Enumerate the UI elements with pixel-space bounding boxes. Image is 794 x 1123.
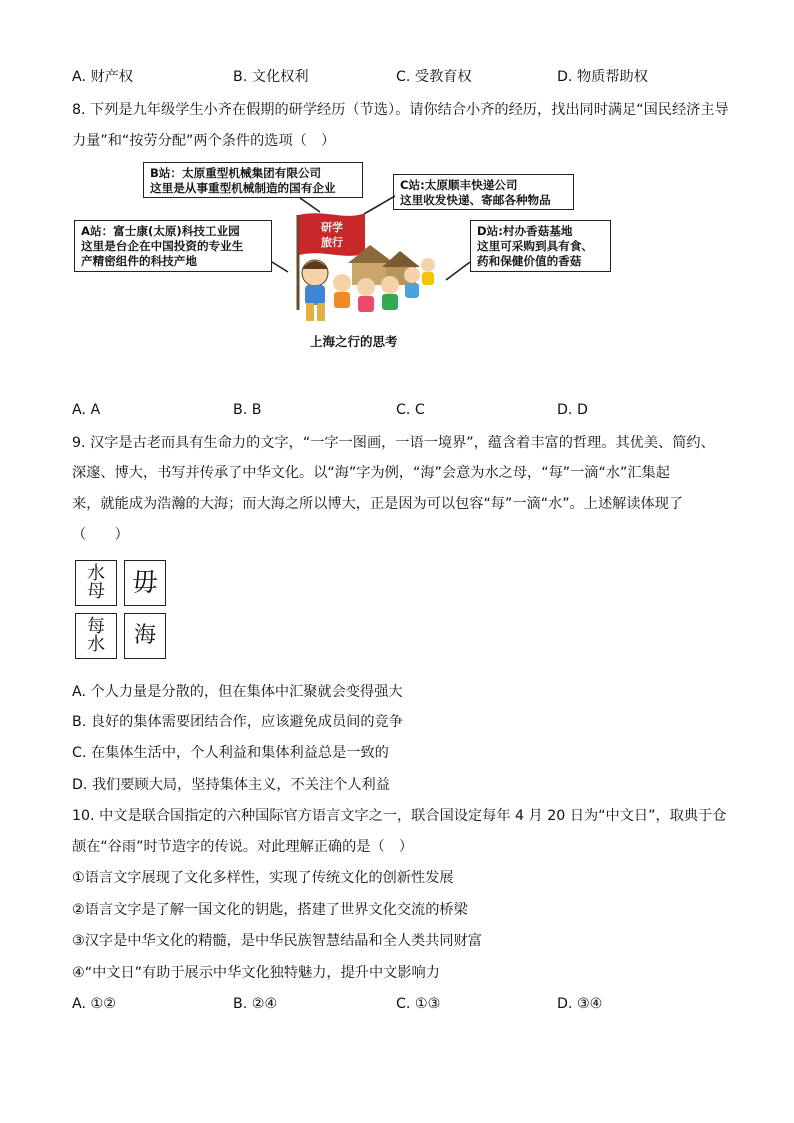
tile-char-mu: 母 [87, 581, 105, 602]
station-d-desc-2: 药和保健价值的香菇 [477, 254, 582, 268]
q9-stem-line-1: 9. 汉字是古老而具有生命力的文字，“一字一图画，一语一境界”，蕴含着丰富的哲理。其优美、简约、 [72, 435, 715, 451]
q10-option-a: A. ①② [72, 996, 116, 1012]
tile-char-shui: 水 [87, 563, 105, 584]
q8-option-d: D. D [557, 402, 588, 418]
q10-option-d: D. ③④ [557, 996, 603, 1012]
flag-icon [299, 213, 365, 256]
study-trip-illustration [270, 205, 450, 335]
tile-hai-variant [124, 560, 166, 606]
q9-stem-line-3: 来，就能成为浩瀚的大海；而大海之所以博大，正是因为可以包容“每”一滴“水”。上述解读体现了 [72, 496, 684, 512]
q9-stem-line-2: 深邃、博大，书写并传承了中华文化。以“海”字为例，“海”会意为水之母，“每”一滴“水”汇集起 [72, 465, 670, 481]
q9-option-d: D. 我们要顾大局，坚持集体主义，不关注个人利益 [72, 777, 390, 793]
q10-statement-4: ④“中文日”有助于展示中华文化独特魅力，提升中文影响力 [72, 965, 440, 981]
q10-statement-1: ①语言文字展现了文化多样性，实现了传统文化的创新性发展 [72, 870, 454, 886]
tile-char-hai-variant: 毋 [131, 568, 158, 598]
q8-option-a: A. A [72, 402, 101, 418]
q8-option-b: B. B [233, 402, 262, 418]
station-d-desc-1: 这里可采购到具有食、 [477, 239, 593, 253]
station-b-title: B站：太原重型机械集团有限公司 [150, 166, 322, 180]
q8-option-c: C. C [396, 402, 425, 418]
q10-statement-2: ②语言文字是了解一国文化的钥匙，搭建了世界文化交流的桥梁 [72, 902, 468, 918]
tile-char-shui-2: 水 [87, 634, 105, 655]
tile-char-hai: 海 [133, 623, 156, 648]
station-d-title: D站:村办香菇基地 [477, 224, 573, 238]
q10-statement-3: ③汉字是中华文化的精髓，是中华民族智慧结晶和全人类共同财富 [72, 933, 482, 949]
q9-stem-line-4: （ ） [72, 527, 129, 543]
q7-option-c: C. 受教育权 [396, 69, 472, 85]
flag-text-line-1: 研学 [321, 221, 343, 234]
figure-caption: 上海之行的思考 [310, 334, 398, 349]
tile-shui-mu [75, 560, 117, 606]
q9-option-b: B. 良好的集体需要团结合作，应该避免成员间的竞争 [72, 714, 403, 730]
q7-option-a: A. 财产权 [72, 69, 134, 85]
station-a-title: A站：富士康(太原)科技工业园 [81, 224, 240, 238]
q10-option-c: C. ①③ [396, 996, 441, 1012]
tile-char-mei: 每 [87, 616, 105, 637]
q8-stem-line-2: 力量”和“按劳分配”两个条件的选项（ ） [72, 133, 336, 149]
tile-hai [124, 613, 166, 659]
q7-option-d: D. 物质帮助权 [557, 69, 648, 85]
station-a-desc-2: 产精密组件的科技产地 [81, 254, 197, 268]
q9-option-c: C. 在集体生活中，个人利益和集体利益总是一致的 [72, 745, 389, 761]
q9-option-a: A. 个人力量是分散的，但在集体中汇聚就会变得强大 [72, 684, 403, 700]
station-b-desc: 这里是从事重型机械制造的国有企业 [150, 181, 336, 195]
station-c-desc: 这里收发快递、寄邮各种物品 [400, 193, 551, 207]
q7-option-b: B. 文化权利 [233, 69, 309, 85]
station-c-title: C站:太原顺丰快递公司 [400, 178, 518, 192]
station-a-desc-1: 这里是台企在中国投资的专业生 [81, 239, 244, 253]
q10-stem-line-1: 10. 中文是联合国指定的六种国际官方语言文字之一，联合国设定每年 4 月 20 日为“中文日”，取典于仓 [72, 808, 727, 824]
flag-text-line-2: 旅行 [321, 236, 343, 249]
q10-option-b: B. ②④ [233, 996, 278, 1012]
q10-stem-line-2: 颉在“谷雨”时节造字的传说。对此理解正确的是（ ） [72, 839, 414, 855]
tile-mei-shui [75, 613, 117, 659]
q8-stem-line-1: 8. 下列是九年级学生小齐在假期的研学经历（节选）。请你结合小齐的经历，找出同时满足“国民经济主导 [72, 102, 729, 118]
